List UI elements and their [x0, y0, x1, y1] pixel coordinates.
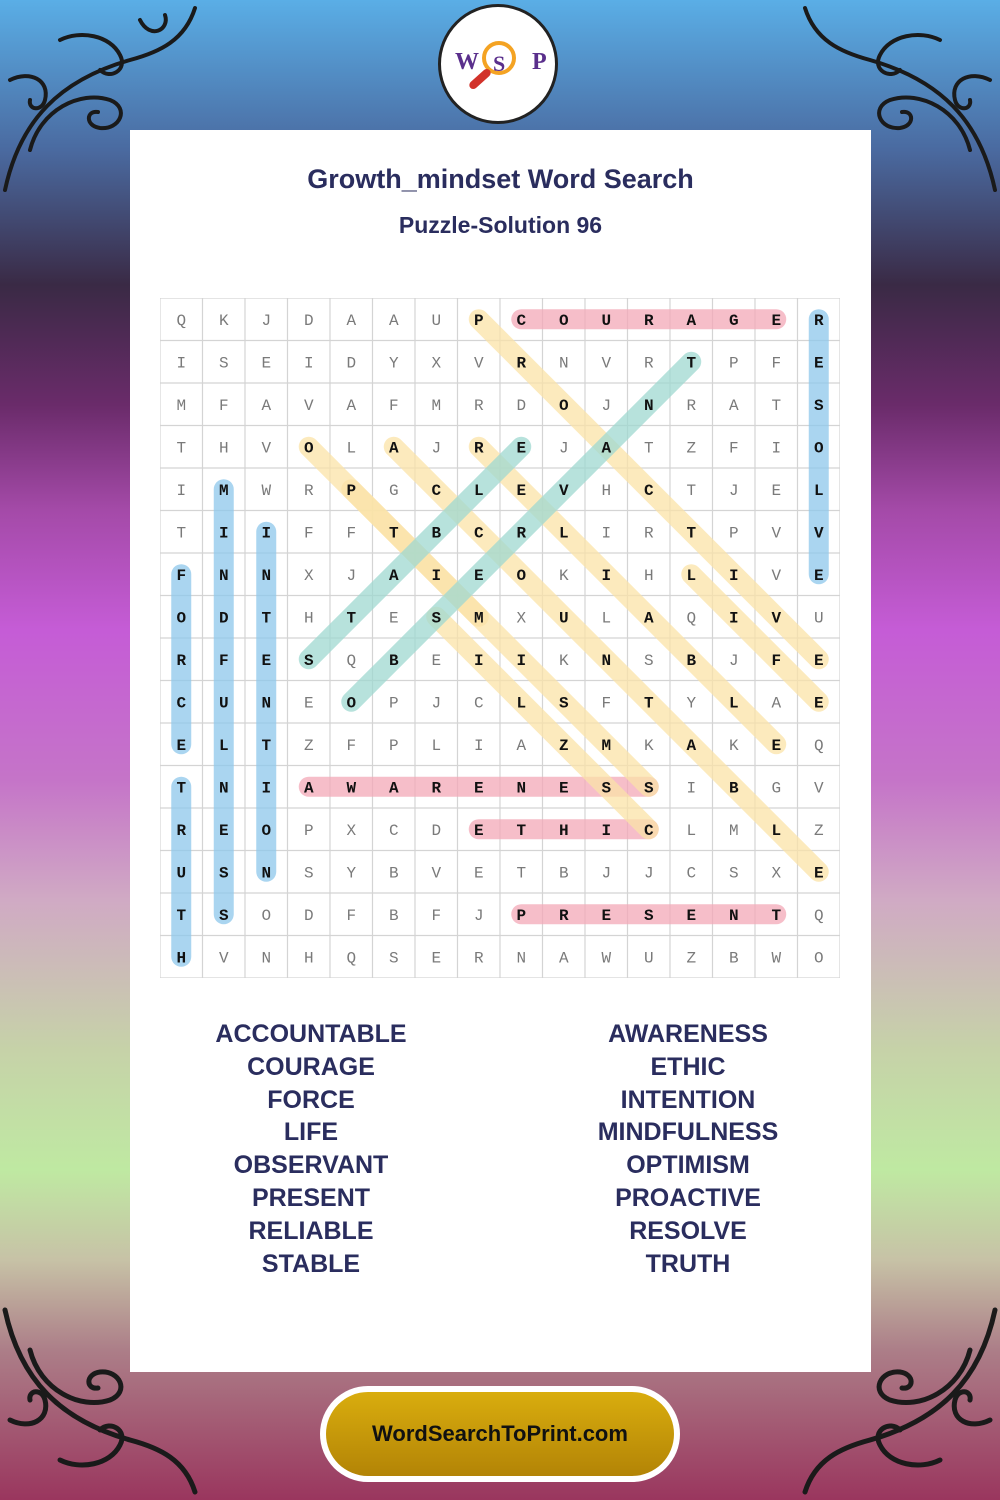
grid-letter[interactable]: P	[473, 311, 484, 330]
word-list-item: RESOLVE	[629, 1216, 747, 1245]
grid-letter[interactable]: S	[388, 949, 399, 968]
grid-letter[interactable]: K	[218, 311, 229, 330]
grid-letter[interactable]: S	[601, 779, 612, 798]
grid-letter[interactable]: E	[813, 566, 824, 585]
grid-letter[interactable]: W	[261, 481, 272, 500]
grid-letter[interactable]: E	[771, 736, 782, 755]
grid-letter[interactable]: N	[643, 396, 654, 415]
grid-letter[interactable]: C	[473, 524, 484, 543]
puzzle-subtitle: Puzzle-Solution 96	[398, 212, 603, 238]
grid-letter[interactable]: I	[601, 821, 612, 840]
grid-letter[interactable]: B	[728, 779, 739, 798]
grid-letter[interactable]: S	[303, 651, 314, 670]
grid-letter[interactable]: C	[643, 481, 654, 500]
grid-letter[interactable]: N	[516, 779, 527, 798]
grid-letter[interactable]: I	[728, 609, 739, 628]
grid-letter[interactable]: L	[431, 736, 442, 755]
grid-letter[interactable]: S	[303, 864, 314, 883]
grid-letter[interactable]: F	[218, 651, 229, 670]
grid-letter[interactable]: J	[261, 311, 272, 330]
grid-letter[interactable]: E	[558, 779, 569, 798]
grid-letter[interactable]: E	[303, 694, 314, 713]
grid-letter[interactable]: R	[473, 396, 484, 415]
grid-letter[interactable]: X	[771, 864, 782, 883]
grid-letter[interactable]: O	[303, 439, 314, 458]
grid-letter[interactable]: I	[176, 354, 187, 373]
grid-letter[interactable]: N	[601, 651, 612, 670]
grid-letter[interactable]: S	[218, 864, 229, 883]
grid-letter[interactable]: J	[601, 396, 612, 415]
website-button[interactable]	[320, 1386, 680, 1482]
site-logo[interactable]	[438, 4, 558, 124]
grid-letter[interactable]: E	[473, 821, 484, 840]
word-list-item: INTENTION	[620, 1085, 756, 1114]
grid-letter[interactable]: N	[261, 864, 272, 883]
puzzle-sheet	[130, 130, 871, 1372]
grid-letter[interactable]: F	[346, 524, 357, 543]
word-list-item: ACCOUNTABLE	[215, 1020, 407, 1048]
grid-letter[interactable]: C	[686, 864, 697, 883]
grid-letter[interactable]: R	[813, 311, 824, 330]
grid-letter[interactable]: L	[728, 694, 739, 713]
grid-letter[interactable]: B	[558, 864, 569, 883]
grid-letter[interactable]: M	[601, 736, 612, 755]
grid-letter[interactable]: R	[176, 821, 187, 840]
grid-letter[interactable]: L	[813, 481, 824, 500]
grid-letter[interactable]: O	[516, 566, 527, 585]
grid-letter[interactable]: V	[261, 439, 272, 458]
grid-letter[interactable]: S	[558, 694, 569, 713]
logo-letter: S	[493, 51, 506, 76]
grid-letter[interactable]: U	[176, 864, 187, 883]
grid-letter[interactable]: Q	[686, 609, 697, 628]
grid-letter[interactable]: G	[388, 481, 399, 500]
grid-letter[interactable]: P	[388, 736, 399, 755]
grid-letter[interactable]: E	[473, 779, 484, 798]
grid-letter[interactable]: E	[813, 694, 824, 713]
grid-letter[interactable]: R	[431, 779, 442, 798]
word-list-item: PROACTIVE	[615, 1183, 761, 1212]
grid-letter[interactable]: Q	[176, 311, 187, 330]
grid-letter[interactable]: A	[728, 396, 739, 415]
grid-letter[interactable]: O	[261, 906, 272, 925]
grid-letter[interactable]: T	[176, 779, 187, 798]
grid-letter[interactable]: M	[728, 821, 739, 840]
grid-letter[interactable]: D	[303, 311, 314, 330]
grid-letter[interactable]: V	[813, 779, 824, 798]
grid-letter[interactable]: A	[388, 439, 399, 458]
logo-letter: P	[532, 49, 547, 75]
grid-letter[interactable]: O	[558, 311, 569, 330]
grid-letter[interactable]: N	[261, 566, 272, 585]
grid-letter[interactable]: J	[346, 566, 357, 585]
puzzle-title: Growth_mindset Word Search	[307, 164, 694, 194]
grid-letter[interactable]: S	[643, 651, 654, 670]
grid-canvas	[160, 298, 840, 978]
grid-letter[interactable]: U	[558, 609, 569, 628]
grid-letter[interactable]: B	[388, 651, 399, 670]
grid-letter[interactable]: C	[516, 311, 527, 330]
grid-letter[interactable]: Z	[813, 821, 824, 840]
grid-letter[interactable]: R	[176, 651, 187, 670]
grid-letter[interactable]: V	[771, 566, 782, 585]
grid-letter[interactable]: A	[516, 736, 527, 755]
grid-letter[interactable]: H	[643, 566, 654, 585]
word-list-item: ETHIC	[650, 1052, 726, 1081]
grid-letter[interactable]: C	[431, 481, 442, 500]
grid-letter[interactable]: J	[431, 439, 442, 458]
word-list-item: RELIABLE	[248, 1216, 374, 1245]
grid-letter[interactable]: T	[388, 524, 399, 543]
grid-letter[interactable]: R	[643, 524, 654, 543]
grid-letter[interactable]: E	[771, 311, 782, 330]
grid-letter[interactable]: T	[686, 354, 697, 373]
grid-letter[interactable]: J	[643, 864, 654, 883]
grid-letter[interactable]: K	[643, 736, 654, 755]
grid-letter[interactable]: A	[388, 311, 399, 330]
grid-letter[interactable]: O	[346, 694, 357, 713]
word-list-item: OPTIMISM	[626, 1151, 750, 1180]
grid-letter[interactable]: Z	[558, 736, 569, 755]
grid-letter[interactable]: I	[771, 439, 782, 458]
grid-letter[interactable]: C	[176, 694, 187, 713]
grid-letter[interactable]: F	[771, 354, 782, 373]
grid-letter[interactable]: I	[261, 779, 272, 798]
grid-letter[interactable]: E	[176, 736, 187, 755]
grid-letter[interactable]: T	[261, 609, 272, 628]
grid-letter[interactable]: M	[431, 396, 442, 415]
grid-letter[interactable]: I	[601, 524, 612, 543]
grid-letter[interactable]: I	[728, 566, 739, 585]
word-list-item: STABLE	[261, 1249, 361, 1278]
grid-letter[interactable]: A	[601, 439, 612, 458]
grid-letter[interactable]: R	[686, 396, 697, 415]
grid-letter[interactable]: F	[431, 906, 442, 925]
grid-letter[interactable]: N	[261, 694, 272, 713]
grid-letter[interactable]: I	[686, 779, 697, 798]
grid-letter[interactable]: Y	[346, 864, 357, 883]
grid-letter[interactable]: E	[813, 651, 824, 670]
grid-letter[interactable]: U	[601, 311, 612, 330]
grid-letter[interactable]: H	[176, 949, 187, 968]
grid-letter[interactable]: E	[516, 481, 527, 500]
grid-letter[interactable]: I	[176, 481, 187, 500]
word-list-item: PRESENT	[251, 1183, 371, 1212]
grid-letter[interactable]: B	[388, 864, 399, 883]
grid-letter[interactable]: S	[643, 906, 654, 925]
grid-letter[interactable]: H	[558, 821, 569, 840]
grid-letter[interactable]: H	[303, 949, 314, 968]
grid-letter[interactable]: R	[558, 906, 569, 925]
grid-letter[interactable]: A	[643, 609, 654, 628]
grid-letter[interactable]: S	[218, 354, 229, 373]
grid-letter[interactable]: P	[346, 481, 357, 500]
grid-letter[interactable]: Y	[686, 694, 697, 713]
grid-letter[interactable]: F	[218, 396, 229, 415]
grid-letter[interactable]: V	[473, 354, 484, 373]
grid-letter[interactable]: U	[218, 694, 229, 713]
grid-letter[interactable]: I	[473, 651, 484, 670]
grid-letter[interactable]: T	[261, 736, 272, 755]
grid-letter[interactable]: E	[431, 651, 442, 670]
grid-letter[interactable]: Z	[686, 439, 697, 458]
grid-letter[interactable]: S	[218, 906, 229, 925]
grid-letter[interactable]: T	[771, 396, 782, 415]
grid-letter[interactable]: L	[771, 821, 782, 840]
grid-letter[interactable]: V	[601, 354, 612, 373]
word-list-item: AWARENESS	[608, 1020, 768, 1048]
grid-letter[interactable]: F	[346, 736, 357, 755]
grid-letter[interactable]: E	[218, 821, 229, 840]
grid-letter[interactable]: L	[218, 736, 229, 755]
grid-letter[interactable]: E	[686, 906, 697, 925]
grid-letter[interactable]: I	[601, 566, 612, 585]
grid-letter[interactable]: A	[686, 311, 697, 330]
grid-letter[interactable]: T	[686, 481, 697, 500]
grid-letter[interactable]: V	[771, 524, 782, 543]
grid-letter[interactable]: M	[218, 481, 229, 500]
grid-letter[interactable]: F	[176, 566, 187, 585]
grid-letter[interactable]: F	[346, 906, 357, 925]
grid-letter[interactable]: O	[176, 609, 187, 628]
grid-letter[interactable]: N	[261, 949, 272, 968]
grid-letter[interactable]: T	[176, 439, 187, 458]
grid-letter[interactable]: E	[473, 566, 484, 585]
grid-letter[interactable]: X	[516, 609, 527, 628]
grid-letter[interactable]: A	[771, 694, 782, 713]
grid-letter[interactable]: E	[516, 439, 527, 458]
grid-letter[interactable]: A	[261, 396, 272, 415]
grid-letter[interactable]: P	[728, 524, 739, 543]
grid-letter[interactable]: J	[728, 481, 739, 500]
grid-letter[interactable]: L	[686, 566, 697, 585]
grid-letter[interactable]: V	[431, 864, 442, 883]
grid-letter[interactable]: U	[813, 609, 824, 628]
grid-letter[interactable]: I	[303, 354, 314, 373]
grid-letter[interactable]: J	[473, 906, 484, 925]
grid-letter[interactable]: S	[728, 864, 739, 883]
grid-letter[interactable]: R	[516, 524, 527, 543]
grid-letter[interactable]: U	[643, 949, 654, 968]
grid-letter[interactable]: L	[516, 694, 527, 713]
grid-letter[interactable]: R	[643, 311, 654, 330]
grid-letter[interactable]: L	[558, 524, 569, 543]
grid-letter[interactable]: G	[771, 779, 782, 798]
word-list-item: MINDFULNESS	[597, 1118, 779, 1147]
grid-letter[interactable]: A	[346, 396, 357, 415]
grid-letter[interactable]: D	[218, 609, 229, 628]
grid-letter[interactable]: A	[346, 311, 357, 330]
grid-letter[interactable]: B	[431, 524, 442, 543]
grid-letter[interactable]: A	[388, 779, 399, 798]
grid-letter[interactable]: T	[643, 439, 654, 458]
grid-letter[interactable]: I	[431, 566, 442, 585]
grid-letter[interactable]: N	[728, 906, 739, 925]
grid-letter[interactable]: F	[303, 524, 314, 543]
grid-letter[interactable]: H	[601, 481, 612, 500]
grid-letter[interactable]: T	[516, 864, 527, 883]
grid-letter[interactable]: P	[388, 694, 399, 713]
grid-letter[interactable]: C	[643, 821, 654, 840]
grid-letter[interactable]: I	[261, 524, 272, 543]
grid-letter[interactable]: P	[516, 906, 527, 925]
grid-letter[interactable]: T	[771, 906, 782, 925]
grid-letter[interactable]: N	[558, 354, 569, 373]
grid-letter[interactable]: T	[176, 524, 187, 543]
grid-letter[interactable]: R	[303, 481, 314, 500]
grid-letter[interactable]: X	[431, 354, 442, 373]
grid-letter[interactable]: H	[303, 609, 314, 628]
grid-letter[interactable]: I	[473, 736, 484, 755]
grid-letter[interactable]: K	[558, 651, 569, 670]
grid-letter[interactable]: T	[346, 609, 357, 628]
grid-letter[interactable]: U	[431, 311, 442, 330]
grid-letter[interactable]: B	[388, 906, 399, 925]
grid-letter[interactable]: H	[218, 439, 229, 458]
grid-letter[interactable]: R	[473, 949, 484, 968]
grid-letter[interactable]: Q	[346, 651, 357, 670]
grid-letter[interactable]: N	[218, 779, 229, 798]
grid-letter[interactable]: D	[516, 396, 527, 415]
grid-letter[interactable]: A	[388, 566, 399, 585]
logo-letter: W	[455, 49, 479, 75]
grid-letter[interactable]: G	[728, 311, 739, 330]
grid-letter[interactable]: A	[303, 779, 314, 798]
grid-letter[interactable]: W	[346, 779, 357, 798]
grid-letter[interactable]: A	[558, 949, 569, 968]
grid-letter[interactable]: T	[643, 694, 654, 713]
grid-letter[interactable]: B	[686, 651, 697, 670]
grid-letter[interactable]: I	[218, 524, 229, 543]
grid-letter[interactable]: R	[473, 439, 484, 458]
grid-letter[interactable]: J	[558, 439, 569, 458]
grid-letter[interactable]: W	[771, 949, 782, 968]
grid-letter[interactable]: T	[516, 821, 527, 840]
grid-letter[interactable]: V	[558, 481, 569, 500]
grid-letter[interactable]: M	[473, 609, 484, 628]
grid-letter[interactable]: V	[218, 949, 229, 968]
word-search-grid	[160, 298, 840, 978]
grid-letter[interactable]: A	[686, 736, 697, 755]
grid-letter[interactable]: F	[771, 651, 782, 670]
grid-letter[interactable]: N	[218, 566, 229, 585]
grid-letter[interactable]: P	[303, 821, 314, 840]
grid-letter[interactable]: R	[643, 354, 654, 373]
grid-letter[interactable]: V	[303, 396, 314, 415]
grid-letter[interactable]: E	[771, 481, 782, 500]
grid-letter[interactable]: O	[261, 821, 272, 840]
grid-letter[interactable]: S	[643, 779, 654, 798]
word-list-right	[538, 1018, 838, 1280]
grid-letter[interactable]: L	[601, 609, 612, 628]
grid-letter[interactable]: F	[601, 694, 612, 713]
grid-letter[interactable]: X	[303, 566, 314, 585]
grid-letter[interactable]: X	[346, 821, 357, 840]
grid-letter[interactable]: Z	[686, 949, 697, 968]
word-list-item: TRUTH	[645, 1249, 731, 1278]
word-list-left	[161, 1018, 461, 1280]
grid-letter[interactable]: P	[728, 354, 739, 373]
grid-letter[interactable]: Z	[303, 736, 314, 755]
grid-letter[interactable]: W	[601, 949, 612, 968]
grid-letter[interactable]: V	[771, 609, 782, 628]
grid-letter[interactable]: E	[431, 949, 442, 968]
grid-letter[interactable]: B	[728, 949, 739, 968]
grid-letter[interactable]: M	[176, 396, 187, 415]
grid-letter[interactable]: F	[728, 439, 739, 458]
grid-letter[interactable]: Q	[346, 949, 357, 968]
grid-letter[interactable]: E	[473, 864, 484, 883]
grid-letter[interactable]: F	[388, 396, 399, 415]
grid-letter[interactable]: I	[516, 651, 527, 670]
grid-letter[interactable]: C	[473, 694, 484, 713]
grid-letter[interactable]: J	[728, 651, 739, 670]
grid-letter[interactable]: T	[176, 906, 187, 925]
grid-letter[interactable]: E	[388, 609, 399, 628]
grid-letter[interactable]: D	[303, 906, 314, 925]
grid-letter[interactable]: S	[813, 396, 824, 415]
grid-letter[interactable]: K	[728, 736, 739, 755]
grid-letter[interactable]: S	[431, 609, 442, 628]
grid-letter[interactable]: E	[813, 864, 824, 883]
grid-letter[interactable]: L	[686, 821, 697, 840]
grid-letter[interactable]: Y	[388, 354, 399, 373]
grid-letter[interactable]: T	[686, 524, 697, 543]
grid-letter[interactable]: E	[813, 354, 824, 373]
grid-letter[interactable]: K	[558, 566, 569, 585]
grid-letter[interactable]: V	[813, 524, 824, 543]
grid-letter[interactable]: O	[813, 439, 824, 458]
grid-letter[interactable]: E	[261, 354, 272, 373]
grid-letter[interactable]: Q	[813, 906, 824, 925]
website-label: WordSearchToPrint.com	[326, 1392, 674, 1476]
grid-letter[interactable]: D	[346, 354, 357, 373]
grid-letter[interactable]: Q	[813, 736, 824, 755]
grid-letter[interactable]: C	[388, 821, 399, 840]
grid-letter[interactable]: N	[516, 949, 527, 968]
grid-letter[interactable]: D	[431, 821, 442, 840]
word-list-item: FORCE	[267, 1085, 355, 1114]
grid-letter[interactable]: R	[516, 354, 527, 373]
grid-letter[interactable]: J	[431, 694, 442, 713]
word-list-item: OBSERVANT	[233, 1151, 389, 1180]
grid-letter[interactable]: E	[261, 651, 272, 670]
grid-letter[interactable]: O	[558, 396, 569, 415]
word-list-item: LIFE	[283, 1118, 339, 1147]
grid-letter[interactable]: J	[601, 864, 612, 883]
grid-letter[interactable]: E	[601, 906, 612, 925]
grid-letter[interactable]: O	[813, 949, 824, 968]
word-list-item: COURAGE	[247, 1052, 375, 1081]
grid-letter[interactable]: L	[346, 439, 357, 458]
grid-letter[interactable]: L	[473, 481, 484, 500]
